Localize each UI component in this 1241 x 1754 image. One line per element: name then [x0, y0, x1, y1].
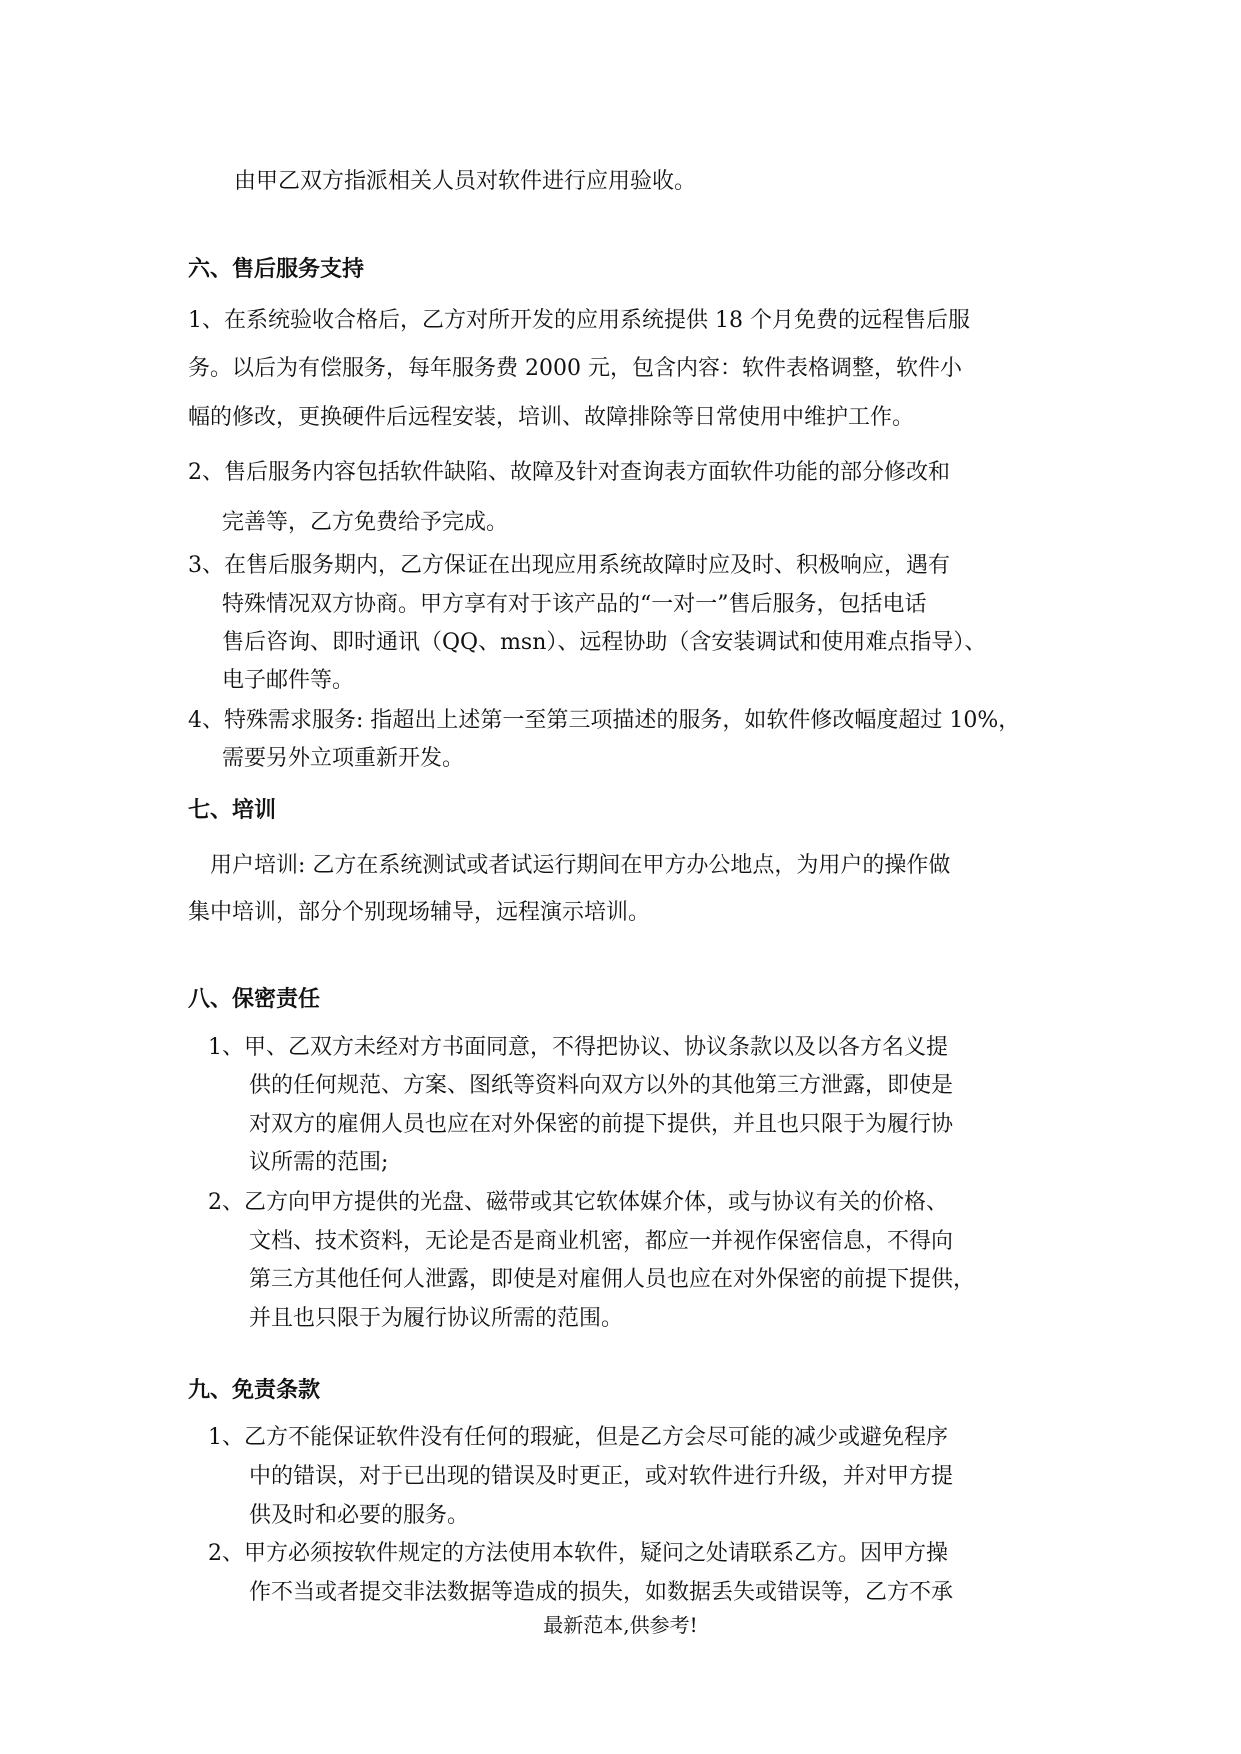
- paragraph-line: 议所需的范围;: [249, 1150, 389, 1175]
- paragraph-line: 集中培训，部分个别现场辅导，远程演示培训。: [188, 900, 651, 925]
- paragraph-line: 电子邮件等。: [222, 668, 355, 693]
- paragraph-line: 2、甲方必须按软件规定的方法使用本软件，疑问之处请联系乙方。因甲方操: [208, 1541, 948, 1566]
- paragraph-line: 2、售后服务内容包括软件缺陷、故障及针对查询表方面软件功能的部分修改和: [188, 460, 950, 485]
- intro-paragraph: 由甲乙双方指派相关人员对软件进行应用验收。: [234, 169, 697, 194]
- paragraph-line: 2、乙方向甲方提供的光盘、磁带或其它软体媒介体，或与协议有关的价格、: [208, 1190, 948, 1215]
- paragraph-line: 需要另外立项重新开发。: [222, 746, 465, 771]
- paragraph-line: 1、在系统验收合格后，乙方对所开发的应用系统提供 18 个月免费的远程售后服: [188, 308, 970, 333]
- paragraph-line: 文档、技术资料，无论是否是商业机密，都应一并视作保密信息，不得向: [249, 1229, 954, 1254]
- section-heading-disclaimer: 九、免责条款: [188, 1378, 321, 1403]
- paragraph-line: 1、甲、乙双方未经对方书面同意，不得把协议、协议条款以及以各方名义提: [208, 1035, 948, 1060]
- paragraph-line: 1、乙方不能保证软件没有任何的瑕疵，但是乙方会尽可能的减少或避免程序: [208, 1425, 948, 1450]
- paragraph-line: 特殊情况双方协商。甲方享有对于该产品的“一对一”售后服务，包括电话: [222, 592, 927, 617]
- paragraph-line: 供的任何规范、方案、图纸等资料向双方以外的其他第三方泄露，即使是: [249, 1073, 954, 1098]
- paragraph-line: 作不当或者提交非法数据等造成的损失，如数据丢失或错误等，乙方不承: [249, 1580, 954, 1605]
- section-heading-after-sales: 六、售后服务支持: [188, 257, 365, 282]
- paragraph-line: 对双方的雇佣人员也应在对外保密的前提下提供，并且也只限于为履行协: [249, 1112, 954, 1137]
- section-heading-confidentiality: 八、保密责任: [188, 987, 321, 1012]
- paragraph-line: 供及时和必要的服务。: [249, 1503, 470, 1528]
- paragraph-line: 中的错误，对于已出现的错误及时更正，或对软件进行升级，并对甲方提: [249, 1464, 954, 1489]
- paragraph-line: 用户培训: 乙方在系统测试或者试运行期间在甲方办公地点，为用户的操作做: [210, 853, 951, 878]
- paragraph-line: 幅的修改，更换硬件后远程安装，培训、故障排除等日常使用中维护工作。: [188, 405, 915, 430]
- page-footer: 最新范本,供参考!: [543, 1613, 698, 1637]
- paragraph-line: 3、在售后服务期内，乙方保证在出现应用系统故障时应及时、积极响应，遇有: [188, 553, 950, 578]
- paragraph-line: 售后咨询、即时通讯（QQ、msn）、远程协助（含安装调试和使用难点指导）、: [222, 630, 987, 655]
- paragraph-line: 完善等，乙方免费给予完成。: [222, 510, 509, 535]
- paragraph-line: 务。以后为有偿服务，每年服务费 2000 元，包含内容：软件表格调整，软件小: [188, 356, 962, 381]
- paragraph-line: 4、特殊需求服务: 指超出上述第一至第三项描述的服务，如软件修改幅度超过 10%，: [188, 708, 1021, 733]
- section-heading-training: 七、培训: [188, 798, 277, 823]
- paragraph-line: 第三方其他任何人泄露，即使是对雇佣人员也应在对外保密的前提下提供，: [249, 1267, 976, 1292]
- paragraph-line: 并且也只限于为履行协议所需的范围。: [249, 1306, 624, 1331]
